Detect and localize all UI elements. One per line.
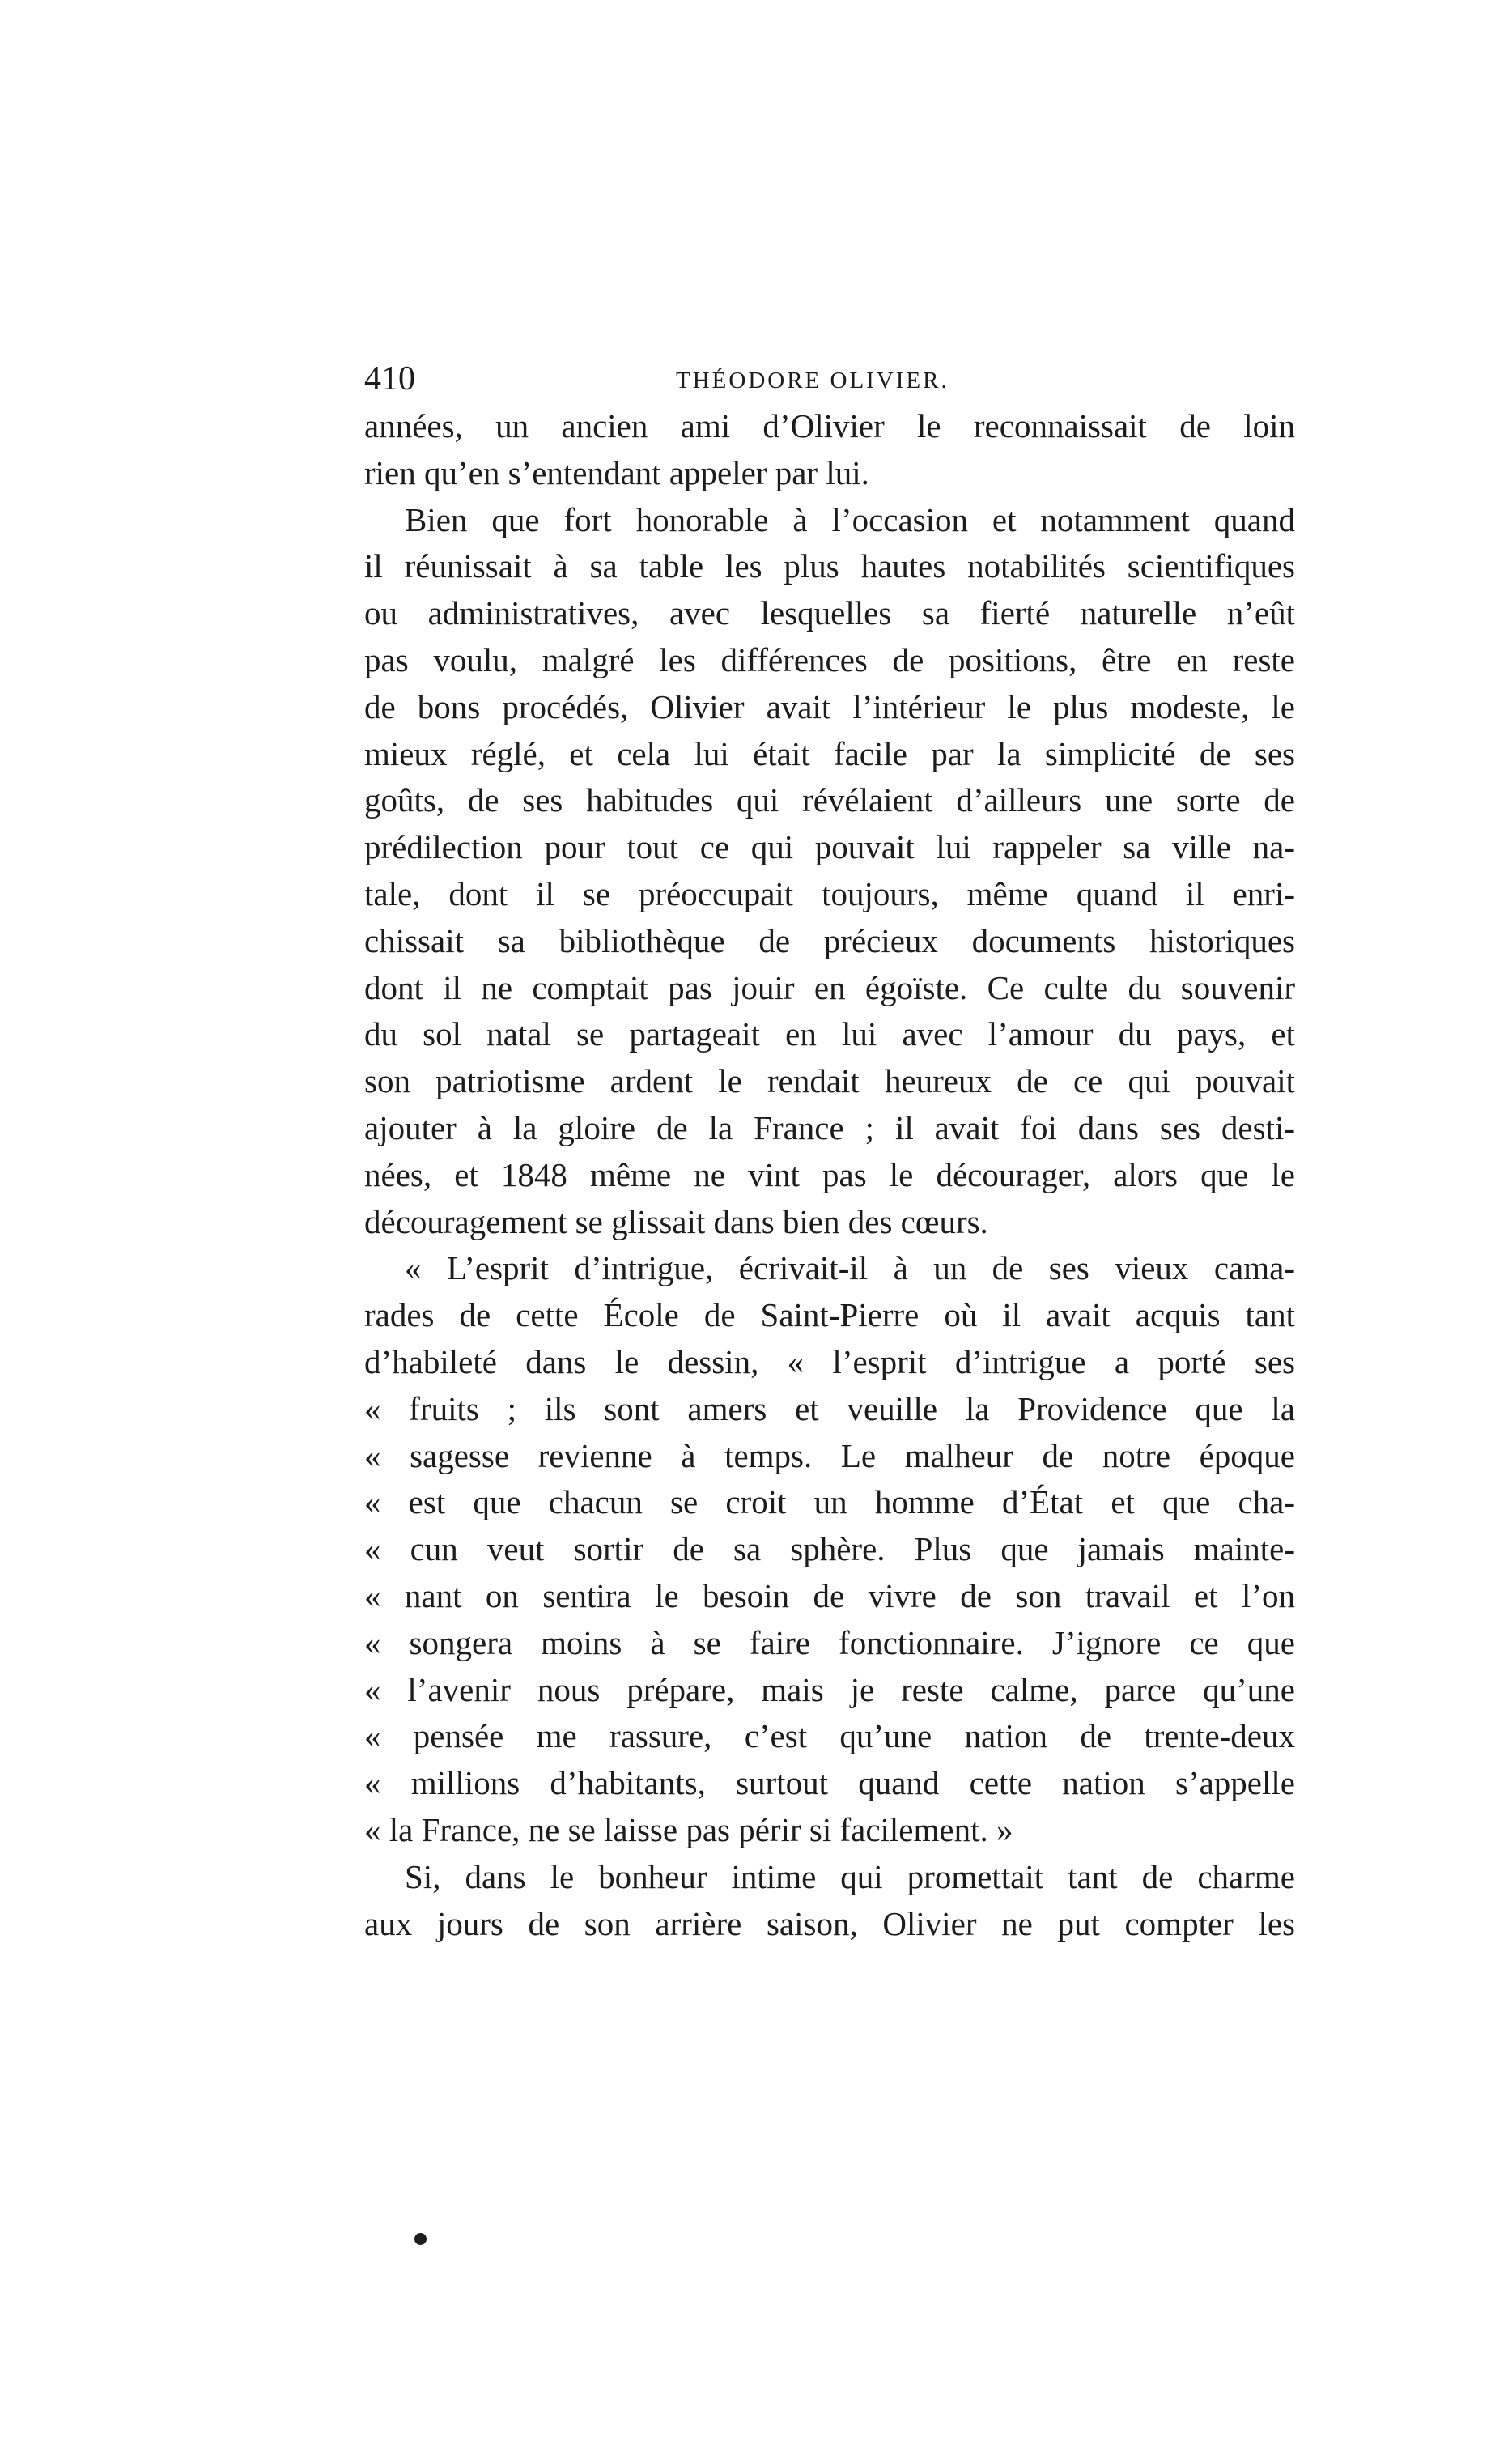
ink-dot	[414, 2233, 427, 2245]
paragraph-first-line: « L’esprit d’intrigue, écrivait-il à un de ses vieux cama-	[405, 1249, 1295, 1287]
quote-line: « millions d’habitants, surtout quand cette nation s’appelle	[364, 1764, 1295, 1802]
paragraph-first-line: Bien que fort honorable à l’occasion et notamment quand	[405, 500, 1295, 538]
text-line: d’habileté dans le dessin, « l’esprit d’intrigue a porté ses	[364, 1342, 1295, 1380]
text-line: il réunissait à sa table les plus hautes notabilités scientifiques	[364, 547, 1295, 585]
page-number: 410	[364, 360, 415, 398]
text-line: dont il ne comptait pas jouir en égoïste. Ce culte du souvenir	[364, 968, 1295, 1006]
page-body	[364, 355, 1295, 1947]
text-line: aux jours de son arrière saison, Olivier ne put compter les	[364, 1904, 1295, 1942]
quote-line: « pensée me rassure, c’est qu’une nation de trente-deux	[364, 1717, 1295, 1755]
quote-line: « l’avenir nous prépare, mais je reste calme, parce qu’une	[364, 1670, 1295, 1708]
text-line: rades de cette École de Saint-Pierre où il avait acquis tant	[364, 1296, 1295, 1334]
text-line: découragement se glissait dans bien des cœurs.	[364, 1202, 988, 1240]
text-line: prédilection pour tout ce qui pouvait lui rappeler sa ville na-	[364, 828, 1295, 866]
text-line: de bons procédés, Olivier avait l’intérieur le plus modeste, le	[364, 687, 1295, 725]
text-line: son patriotisme ardent le rendait heureux de ce qui pouvait	[364, 1062, 1295, 1100]
running-head	[364, 355, 1295, 403]
text-line: du sol natal se partageait en lui avec l’amour du pays, et	[364, 1015, 1295, 1053]
text-line: chissait sa bibliothèque de précieux documents historiques	[364, 921, 1295, 959]
quote-line: « est que chacun se croit un homme d’État et que cha-	[364, 1483, 1295, 1521]
text-line: ajouter à la gloire de la France ; il avait foi dans ses desti-	[364, 1108, 1295, 1146]
quote-line: « cun veut sortir de sa sphère. Plus que jamais mainte-	[364, 1530, 1295, 1568]
text-line: années, un ancien ami d’Olivier le reconnaissait de loin	[364, 407, 1295, 444]
text-line: nées, et 1848 même ne vint pas le décourager, alors que le	[364, 1155, 1295, 1193]
text-line: ou administratives, avec lesquelles sa fierté naturelle n’eût	[364, 594, 1295, 632]
text-line: tale, dont il se préoccupait toujours, même quand il enri-	[364, 874, 1295, 912]
quote-line: « songera moins à se faire fonctionnaire. J’ignore ce que	[364, 1623, 1295, 1661]
text-line: pas voulu, malgré les différences de positions, être en reste	[364, 640, 1295, 678]
running-title: THÉODORE OLIVIER.	[676, 368, 949, 393]
text-line: goûts, de ses habitudes qui révélaient d’ailleurs une sorte de	[364, 781, 1295, 819]
quote-line: « nant on sentira le besoin de vivre de son travail et l’on	[364, 1576, 1295, 1614]
quote-line: « fruits ; ils sont amers et veuille la Providence que la	[364, 1389, 1295, 1427]
quote-line: « sagesse revienne à temps. Le malheur de notre époque	[364, 1436, 1295, 1474]
text-line: mieux réglé, et cela lui était facile par la simplicité de ses	[364, 734, 1295, 772]
quote-line: « la France, ne se laisse pas périr si facilement. »	[364, 1810, 1013, 1848]
text-block	[364, 403, 1295, 1947]
text-line: rien qu’en s’entendant appeler par lui.	[364, 453, 869, 491]
paragraph-first-line: Si, dans le bonheur intime qui promettait tant de charme	[405, 1857, 1295, 1895]
